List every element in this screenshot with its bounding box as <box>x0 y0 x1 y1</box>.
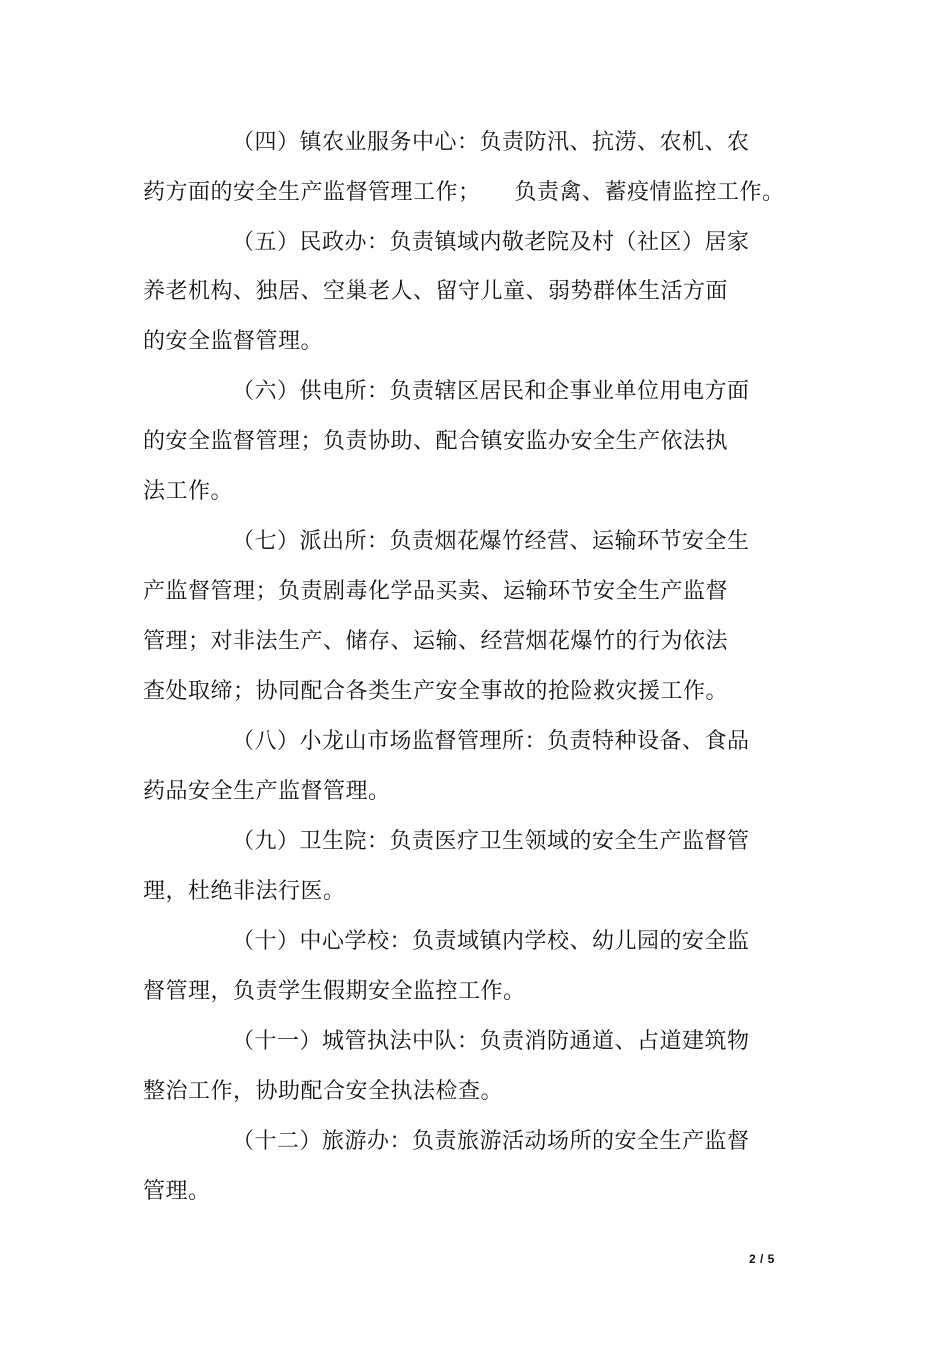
paragraph-line: （八）小龙山市场监督管理所：负责特种设备、食品 <box>232 729 750 754</box>
paragraph-line: 药品安全生产监督管理。 <box>143 779 391 804</box>
paragraph-line: （七）派出所：负责烟花爆竹经营、运输环节安全生 <box>232 529 750 554</box>
paragraph-line: 整治工作，协助配合安全执法检查。 <box>143 1079 504 1104</box>
paragraph-line: （十二）旅游办：负责旅游活动场所的安全生产监督 <box>232 1129 750 1154</box>
paragraph-line: 的安全监督管理。 <box>143 329 324 354</box>
paragraph-line: 的安全监督管理；负责协助、配合镇安监办安全生产依法执 <box>143 429 729 454</box>
paragraph-line: 管理。 <box>143 1179 211 1204</box>
paragraph-line: 养老机构、独居、空巢老人、留守儿童、弱势群体生活方面 <box>143 279 729 304</box>
paragraph-line: 法工作。 <box>143 479 234 504</box>
paragraph-line: （四）镇农业服务中心：负责防汛、抗涝、农机、农 <box>232 130 750 155</box>
paragraph-line: 督管理，负责学生假期安全监控工作。 <box>143 979 526 1004</box>
paragraph-line: 查处取缔；协同配合各类生产安全事故的抢险救灾援工作。 <box>143 679 729 704</box>
paragraph-line: （十一）城管执法中队：负责消防通道、占道建筑物 <box>232 1029 750 1054</box>
paragraph-line: 管理；对非法生产、储存、运输、经营烟花爆竹的行为依法 <box>143 629 729 654</box>
paragraph-line: （五）民政办：负责镇域内敬老院及村（社区）居家 <box>232 230 750 255</box>
paragraph-line: 药方面的安全生产监督管理工作； 负责禽、蓄疫情监控工作。 <box>143 180 785 205</box>
paragraph-line: （六）供电所：负责辖区居民和企事业单位用电方面 <box>232 379 750 404</box>
paragraph-line: 理，杜绝非法行医。 <box>143 879 346 904</box>
paragraph-line: 产监督管理；负责剧毒化学品买卖、运输环节安全生产监督 <box>143 579 729 604</box>
paragraph-line: （十）中心学校：负责域镇内学校、幼儿园的安全监 <box>232 929 750 954</box>
paragraph-line: （九）卫生院：负责医疗卫生领域的安全生产监督管 <box>232 829 750 854</box>
page-number: 2 / 5 <box>749 1252 775 1266</box>
